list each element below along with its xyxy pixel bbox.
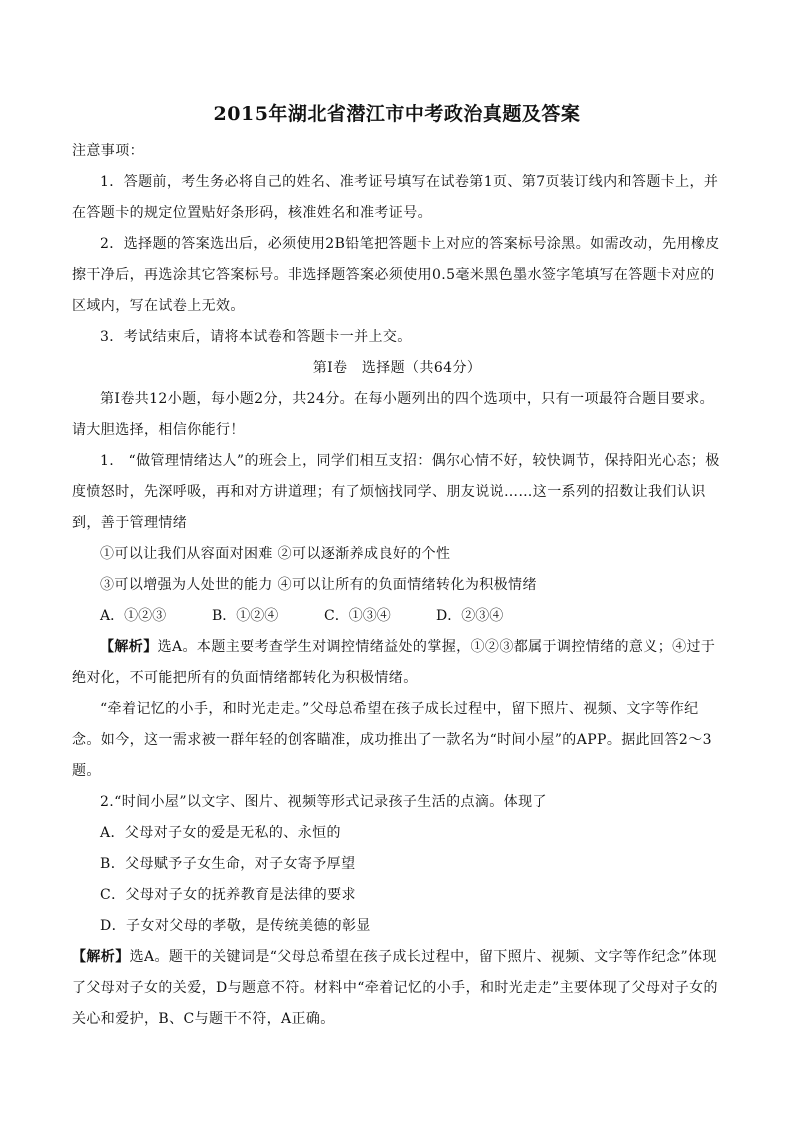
- material-passage: “牵着记忆的小手，和时光走走。”父母总希望在孩子成长过程中，留下照片、视频、文字等作纪念。如今，这一需求被一群年轻的创客瞄准，成功推出了一款名为“时间小屋”的APP。据此回答2～3题。: [72, 701, 712, 779]
- question-1-analysis: [72, 632, 722, 694]
- question-1-option-b: B．①②④: [212, 608, 279, 624]
- question-1-option-d: D．②③④: [436, 608, 504, 624]
- question-1-option-a: A．①②③: [100, 608, 167, 624]
- question-2-option-c: C．父母对子女的抚养教育是法律的要求: [100, 887, 356, 903]
- question-1-statements-line-2: ③可以增强为人处世的能力 ④可以让所有的负面情绪转化为积极情绪: [100, 577, 537, 593]
- question-2-option-b: B．父母赋予子女生命，对子女寄予厚望: [100, 856, 356, 872]
- notice-item-2: 2．选择题的答案选出后，必须使用2B铅笔把答题卡上对应的答案标号涂黑。如需改动，先用橡皮擦干净后，再选涂其它答案标号。非选择题答案必须使用0.5毫米黑色墨水签字笔填写在答题卡对应的区域内，写在试卷上无效。: [72, 236, 720, 314]
- section-intro: 第Ⅰ卷共12小题，每小题2分，共24分。在每小题列出的四个选项中，只有一项最符合题目要求。请大胆选择，相信你能行！: [72, 391, 715, 438]
- analysis-label: 【解析】: [100, 639, 158, 655]
- question-2-analysis: [72, 942, 722, 1035]
- question-1-option-c: C．①③④: [324, 608, 391, 624]
- notice-heading: 注意事项：: [72, 143, 144, 159]
- notice-item-3: 3．考试结束后，请将本试卷和答题卡一并上交。: [100, 329, 412, 345]
- analysis-label: 【解析】: [72, 949, 130, 965]
- notice-item-1: 1．答题前，考生务必将自己的姓名、准考证号填写在试卷第1页、第7页装订线内和答题卡上，并在答题卡的规定位置贴好条形码，核准姓名和准考证号。: [72, 174, 719, 221]
- question-1-options: [72, 601, 722, 632]
- question-2-option-a: A．父母对子女的爱是无私的、永恒的: [100, 825, 341, 841]
- question-2-option-d: D．子女对父母的孝敬，是传统美德的彰显: [100, 918, 371, 934]
- section-title: 第Ⅰ卷 选择题（共64分）: [312, 360, 482, 376]
- exam-page: [72, 100, 722, 1035]
- analysis-text: 选A。题干的关键词是“父母总希望在孩子成长过程中，留下照片、视频、文字等作纪念”体现了父母对子女的关爱，D与题意不符。材料中“牵着记忆的小手，和时光走走”主要体现了父母对子女的关心和爱护，B、C与题干不符，A正确。: [72, 949, 718, 1027]
- analysis-text: 选A。本题主要考查学生对调控情绪益处的掌握，①②③都属于调控情绪的意义；④过于绝对化，不可能把所有的负面情绪都转化为积极情绪。: [72, 639, 716, 686]
- question-1-statements-line-1: ①可以让我们从容面对困难 ②可以逐渐养成良好的个性: [100, 546, 451, 562]
- question-1-stem: 1. “做管理情绪达人”的班会上，同学们相互支招：偶尔心情不好，较快调节，保持阳光心态；极度愤怒时，先深呼吸，再和对方讲道理；有了烦恼找同学、朋友说说……这一系列的招数让我们认识到，善于管理情绪: [72, 453, 720, 531]
- question-2-stem: 2.“时间小屋”以文字、图片、视频等形式记录孩子生活的点滴。体现了: [100, 794, 547, 810]
- page-title: 2015年湖北省潜江市中考政治真题及答案: [213, 103, 581, 125]
